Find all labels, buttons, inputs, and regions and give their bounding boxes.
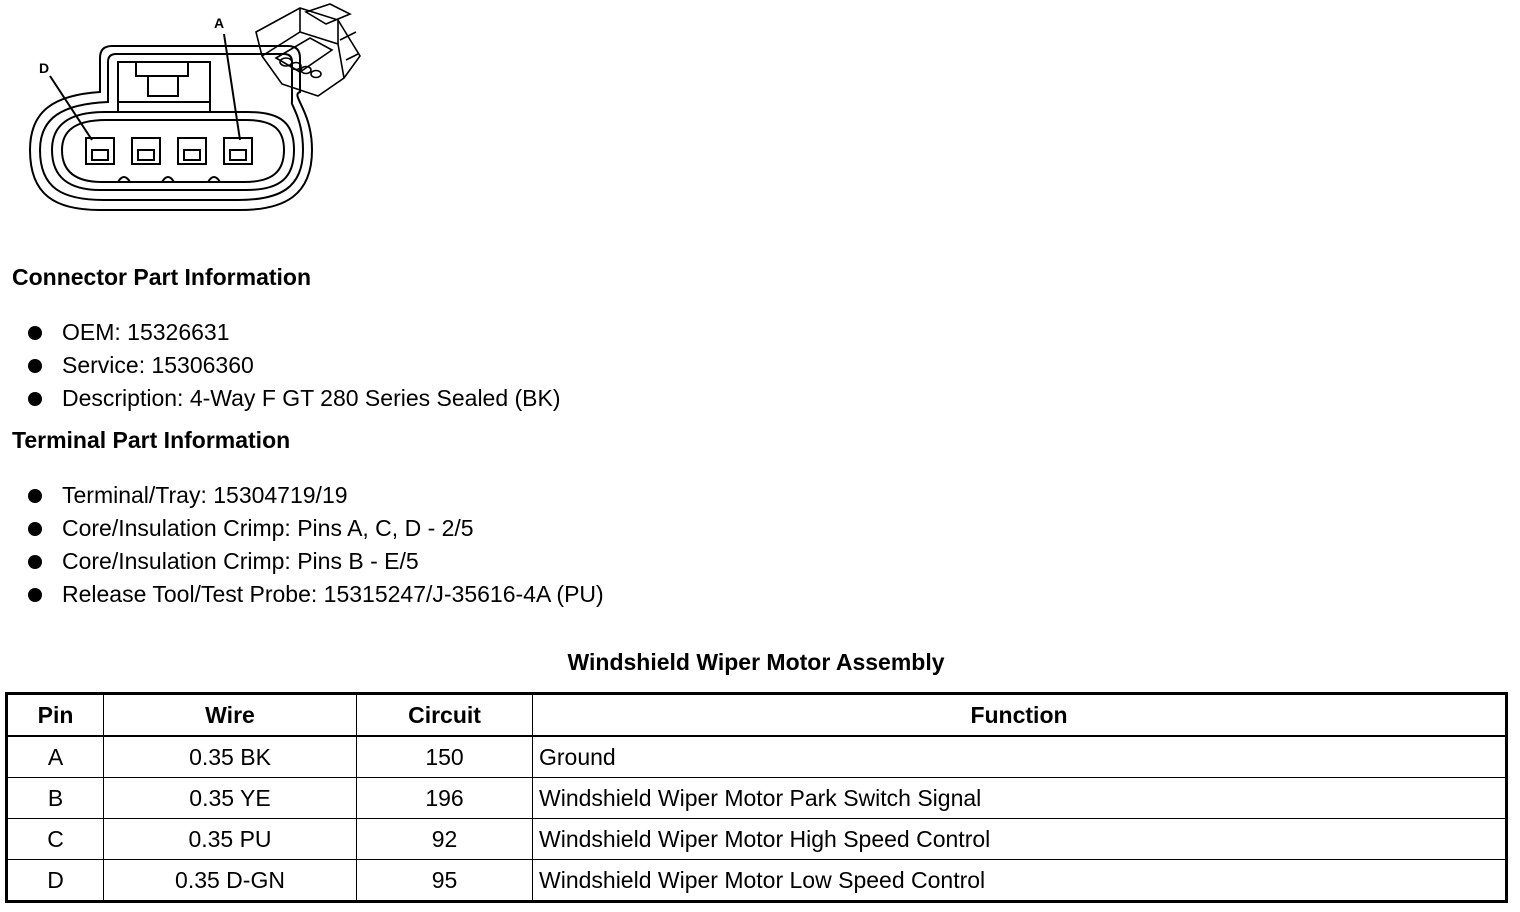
circuit-cell: 92: [357, 819, 533, 860]
pin-label-d: D: [39, 60, 50, 76]
terminal-cavity-d: [86, 138, 114, 164]
column-header-circuit: Circuit: [357, 694, 533, 737]
terminal-cavity-c: [132, 138, 160, 164]
column-header-wire: Wire: [104, 694, 357, 737]
wire-cell: 0.35 PU: [104, 819, 357, 860]
pin-cell: A: [7, 736, 104, 778]
circuit-cell: 95: [357, 860, 533, 902]
list-item: Terminal/Tray: 15304719/19: [28, 479, 604, 512]
connector-3d-view: [256, 4, 360, 96]
list-item: Core/Insulation Crimp: Pins B - E/5: [28, 545, 604, 578]
bullet-icon: [28, 326, 42, 340]
column-header-function: Function: [533, 694, 1507, 737]
pin-cell: D: [7, 860, 104, 902]
bullet-icon: [28, 489, 42, 503]
wire-cell: 0.35 YE: [104, 778, 357, 819]
pin-a-leader: [224, 34, 240, 140]
list-item: Service: 15306360: [28, 349, 561, 382]
column-header-pin: Pin: [7, 694, 104, 737]
table-title: Windshield Wiper Motor Assembly: [567, 649, 945, 675]
pin-label-a: A: [214, 15, 225, 31]
connector-part-info-heading: Connector Part Information: [12, 264, 312, 290]
terminal-cavity-b: [178, 138, 206, 164]
table-row: [7, 860, 1507, 902]
function-cell: Ground: [533, 736, 1507, 778]
pinout-table: [5, 692, 1508, 903]
wire-cell: 0.35 BK: [104, 736, 357, 778]
circuit-cell: 150: [357, 736, 533, 778]
terminal-part-info-list: [28, 479, 604, 611]
list-item: OEM: 15326631: [28, 316, 561, 349]
function-cell: Windshield Wiper Motor Park Switch Signal: [533, 778, 1507, 819]
circuit-cell: 196: [357, 778, 533, 819]
table-row: [7, 778, 1507, 819]
function-cell: Windshield Wiper Motor Low Speed Control: [533, 860, 1507, 902]
pin-cell: B: [7, 778, 104, 819]
bullet-icon: [28, 359, 42, 373]
terminal-cavity-a: [224, 138, 252, 164]
connector-part-info-list: [28, 316, 561, 415]
table-header-row: [7, 694, 1507, 737]
bullet-icon: [28, 588, 42, 602]
pin-cell: C: [7, 819, 104, 860]
table-row: [7, 819, 1507, 860]
connector-seal: [52, 112, 294, 190]
list-item: Release Tool/Test Probe: 15315247/J-35616-4A (PU): [28, 578, 604, 611]
function-cell: Windshield Wiper Motor High Speed Control: [533, 819, 1507, 860]
list-item: Description: 4-Way F GT 280 Series Sealed (BK): [28, 382, 561, 415]
bullet-icon: [28, 555, 42, 569]
bullet-icon: [28, 522, 42, 536]
wire-cell: 0.35 D-GN: [104, 860, 357, 902]
bullet-icon: [28, 392, 42, 406]
connector-diagram: [0, 0, 380, 230]
terminal-part-info-heading: Terminal Part Information: [12, 427, 291, 453]
table-row: [7, 736, 1507, 778]
list-item: Core/Insulation Crimp: Pins A, C, D - 2/5: [28, 512, 604, 545]
